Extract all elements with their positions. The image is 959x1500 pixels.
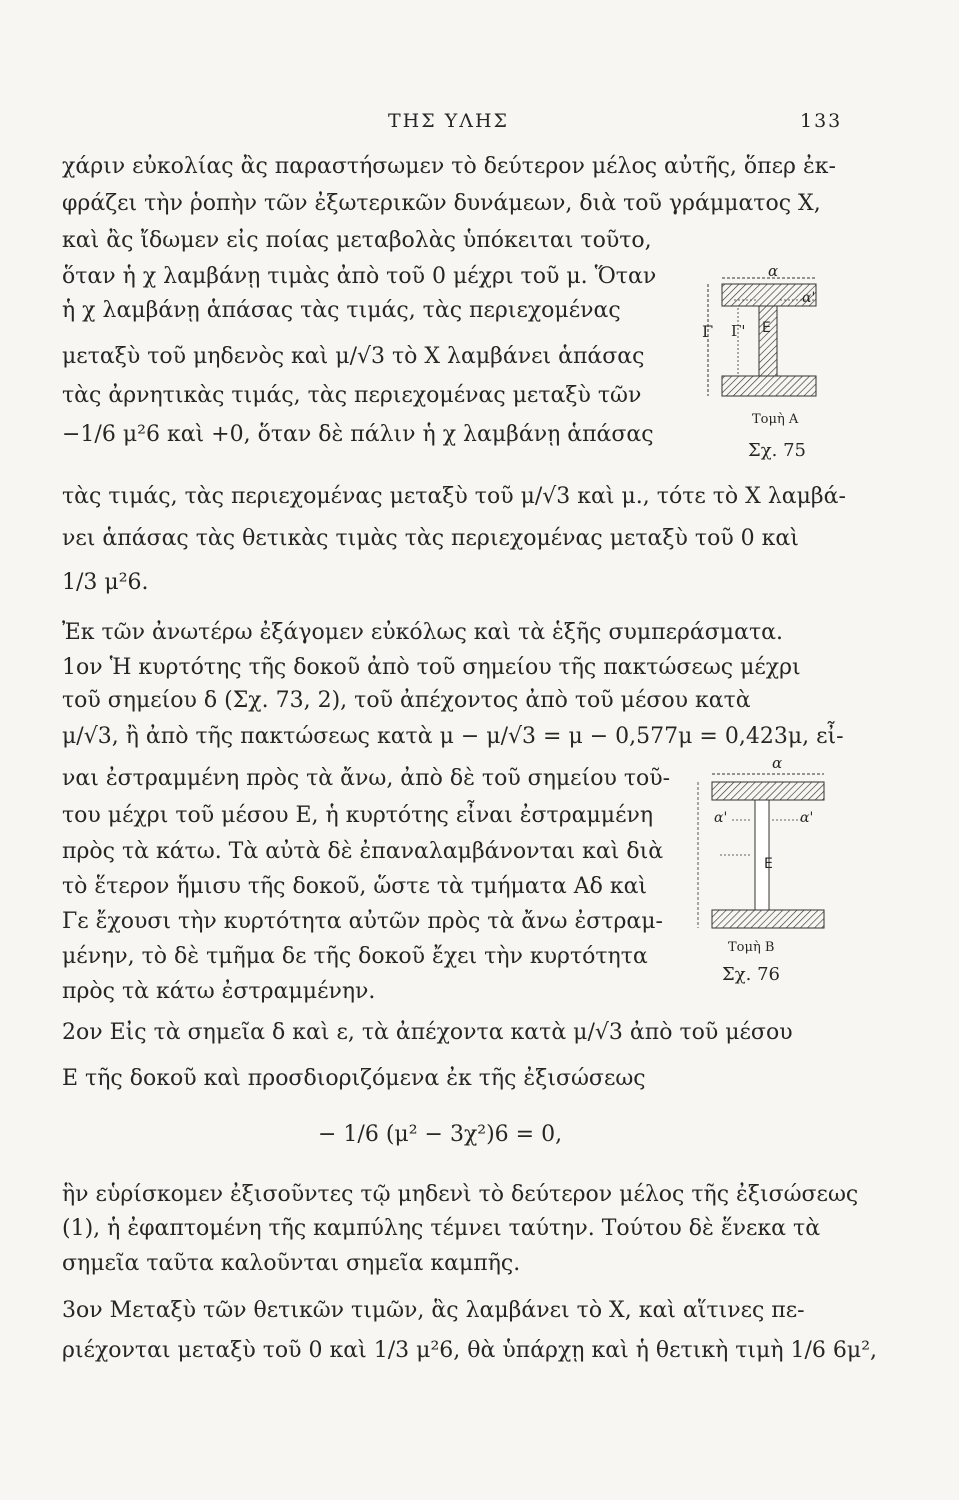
text-line: Ἐκ τῶν ἀνωτέρω ἐξάγομεν εὐκόλως καὶ τὰ ἑξῆς συμπεράσματα.: [62, 620, 783, 645]
text-line: πρὸς τὰ κάτω ἐστραμμένην.: [62, 979, 376, 1004]
text-line: (1), ἡ ἐφαπτομένη τῆς καμπύλης τέμνει ταύτην. Τούτου δὲ ἕνεκα τὰ: [62, 1216, 821, 1241]
text-line: μ/√3, ἢ ἀπὸ τῆς πακτώσεως κατὰ μ − μ/√3 = μ − 0,577μ = 0,423μ, εἶ-: [62, 724, 844, 749]
fig75-inner-height-label: Γ': [731, 322, 746, 340]
text-line: 3ον Μεταξὺ τῶν θετικῶν τιμῶν, ἃς λαμβάνει τὸ Χ, καὶ αἵτινες πε-: [62, 1298, 805, 1323]
text-line: ἡ χ λαμβάνῃ ἁπάσας τὰς τιμάς, τὰς περιεχομένας: [62, 298, 621, 323]
text-line: Γε ἔχουσι τὴν κυρτότητα αὐτῶν πρὸς τὰ ἄνω ἐστραμ-: [62, 909, 663, 934]
figure-75-i-beam-section: [698, 268, 838, 408]
text-line: −1/6 μ²6 καὶ +0, ὅταν δὲ πάλιν ἡ χ λαμβάνῃ ἁπάσας: [62, 422, 654, 447]
text-line: τὰς ἀρνητικὰς τιμάς, τὰς περιεχομένας μεταξὺ τῶν: [62, 383, 642, 408]
text-line: 1/3 μ²6.: [62, 570, 149, 595]
text-line: τὰς τιμάς, τὰς περιεχομένας μεταξὺ τοῦ μ/√3 καὶ μ., τότε τὸ Χ λαμβά-: [62, 484, 846, 509]
fig75-inner-label: α': [802, 290, 816, 306]
text-line: τοῦ σημείου δ (Σχ. 73, 2), τοῦ ἀπέχοντος ἀπὸ τοῦ μέσου κατὰ: [62, 688, 751, 713]
text-line: πρὸς τὰ κάτω. Τὰ αὐτὰ δὲ ἐπαναλαμβάνονται καὶ διὰ: [62, 839, 664, 864]
fig75-height-label: Γ: [702, 322, 714, 341]
text-line: ἣν εὑρίσκομεν ἐξισοῦντες τῷ μηδενὶ τὸ δεύτερον μέλος τῆς ἐξισώσεως: [62, 1182, 859, 1207]
page-number: 133: [800, 110, 843, 132]
fig76-center-label: Ε: [764, 856, 773, 872]
figure-76-i-beam-section: [692, 760, 832, 950]
text-line: σημεῖα ταῦτα καλοῦνται σημεῖα καμπῆς.: [62, 1251, 521, 1276]
text-line: 2ον Εἰς τὰ σημεῖα δ καὶ ε, τὰ ἀπέχοντα κατὰ μ/√3 ἀπὸ τοῦ μέσου: [62, 1020, 793, 1045]
text-line: 1ον Ἡ κυρτότης τῆς δοκοῦ ἀπὸ τοῦ σημείου τῆς πακτώσεως μέχρι: [62, 655, 801, 680]
running-header: ΤΗΣ ΥΛΗΣ: [388, 110, 509, 132]
fig76-section-label: Τομὴ Β: [728, 940, 775, 955]
text-line: Ε τῆς δοκοῦ καὶ προσδιοριζόμενα ἐκ τῆς ἐξισώσεως: [62, 1066, 646, 1091]
text-line: νει ἁπάσας τὰς θετικὰς τιμὰς τὰς περιεχομένας μεταξὺ τοῦ 0 καὶ: [62, 526, 799, 551]
text-line: φράζει τὴν ῥοπὴν τῶν ἐξωτερικῶν δυνάμεων, διὰ τοῦ γράμματος Χ,: [62, 191, 821, 216]
fig76-width-label: α: [772, 754, 783, 772]
fig76-caption: Σχ. 76: [722, 964, 780, 985]
text-line: χάριν εὐκολίας ἂς παραστήσωμεν τὸ δεύτερον μέλος αὐτῆς, ὅπερ ἐκ-: [62, 154, 836, 179]
fig75-caption: Σχ. 75: [748, 440, 806, 461]
text-line: μένην, τὸ δὲ τμῆμα δε τῆς δοκοῦ ἔχει τὴν κυρτότητα: [62, 944, 648, 969]
fig75-center-label: Ε: [762, 320, 771, 336]
text-line: του μέχρι τοῦ μέσου Ε, ἡ κυρτότης εἶναι ἐστραμμένη: [62, 803, 654, 828]
text-line: ὅταν ἡ χ λαμβάνῃ τιμὰς ἀπὸ τοῦ 0 μέχρι τοῦ μ. Ὅταν: [62, 264, 657, 289]
text-line: ναι ἐστραμμένη πρὸς τὰ ἄνω, ἀπὸ δὲ τοῦ σημείου τοῦ-: [62, 766, 671, 791]
displayed-equation: − 1/6 (μ² − 3χ²)6 = 0,: [318, 1122, 563, 1147]
text-line: τὸ ἕτερον ἥμισυ τῆς δοκοῦ, ὥστε τὰ τμήματα Αδ καὶ: [62, 874, 648, 899]
text-line: καὶ ἂς ἴδωμεν εἰς ποίας μεταβολὰς ὑπόκειται τοῦτο,: [62, 228, 652, 253]
fig76-right-inner-label: α': [800, 810, 814, 826]
text-line: μεταξὺ τοῦ μηδενὸς καὶ μ/√3 τὸ Χ λαμβάνει ἁπάσας: [62, 344, 645, 369]
fig75-section-label: Τομὴ Α: [752, 412, 799, 427]
text-line: ριέχονται μεταξὺ τοῦ 0 καὶ 1/3 μ²6, θὰ ὑπάρχῃ καὶ ἡ θετικὴ τιμὴ 1/6 6μ²,: [62, 1338, 878, 1363]
fig76-left-inner-label: α': [714, 810, 728, 826]
fig75-width-label: α: [768, 262, 779, 280]
